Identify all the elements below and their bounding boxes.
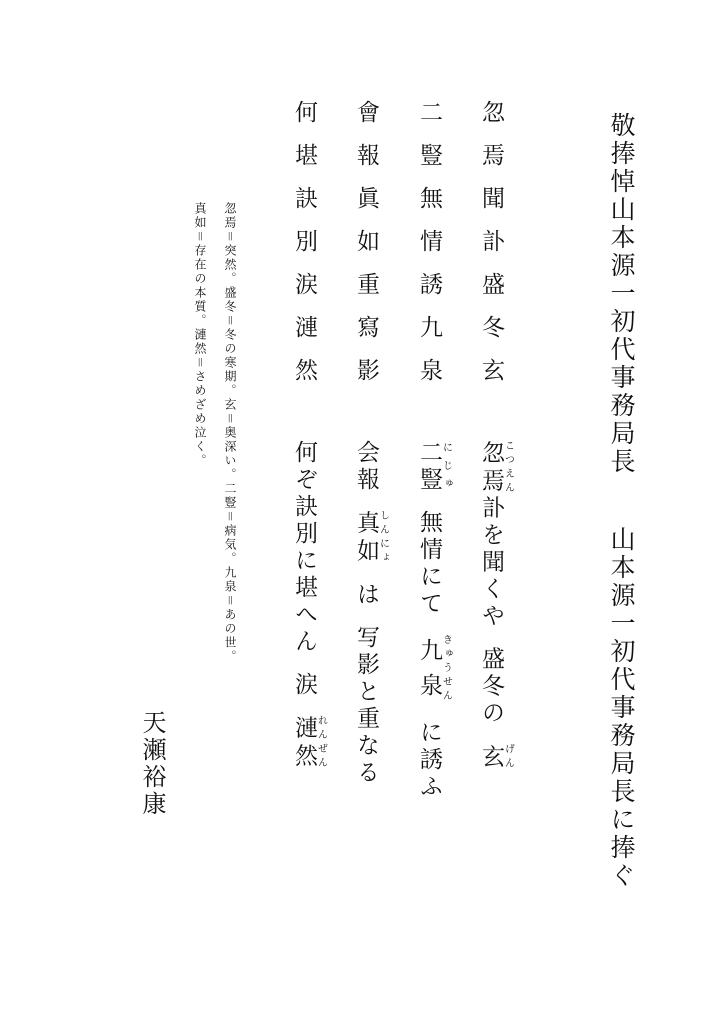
kundoku-text: 盛冬の xyxy=(478,646,504,728)
kundoku-text: 写影と重なる xyxy=(353,625,379,787)
spacer xyxy=(304,656,305,672)
ruby-base: 漣然 xyxy=(291,715,317,771)
ruby-reading: しんにょ xyxy=(377,510,389,566)
ruby-word xyxy=(478,743,514,772)
kundoku-text: 会報 xyxy=(353,440,379,494)
poem-kundoku-line-4 xyxy=(289,440,326,771)
kundoku-text: 訃を聞くや xyxy=(478,495,504,631)
poem-original-line-3: 會報眞如重寫影 xyxy=(353,100,379,401)
ruby-word xyxy=(416,634,452,704)
ruby-base: 真如 xyxy=(353,510,379,566)
spacer xyxy=(491,631,492,647)
ruby-reading: げん xyxy=(502,743,514,772)
kundoku-text: は xyxy=(353,582,379,609)
spacer xyxy=(491,728,492,744)
spacer xyxy=(366,566,367,582)
ruby-word xyxy=(416,440,452,494)
poem-kundoku-line-2 xyxy=(414,440,451,801)
spacer xyxy=(304,699,305,715)
annotation-line-2: 真如＝存在の本質。漣然＝さめざめ泣く。 xyxy=(193,202,207,468)
poem-kundoku-line-3 xyxy=(351,440,388,787)
poem-kundoku-line-1 xyxy=(476,440,513,772)
spacer xyxy=(429,494,430,510)
poem-original-line-1: 忽焉聞訃盛冬玄 xyxy=(478,100,504,401)
poem-original-line-4: 何堪訣別涙漣然 xyxy=(291,100,317,401)
spacer xyxy=(366,609,367,625)
kundoku-text: 何ぞ訣別に堪へん xyxy=(291,440,317,656)
kundoku-text: に誘ふ xyxy=(416,720,442,801)
spacer xyxy=(366,494,367,510)
ruby-base: 玄 xyxy=(478,743,504,772)
ruby-reading: にじゅ xyxy=(440,440,452,494)
annotation-line-1: 忽焉＝突然。盛冬＝冬の寒期。玄＝奥深い。二豎＝病気。九泉＝あの世。 xyxy=(223,202,237,664)
ruby-base: 二豎 xyxy=(416,440,442,494)
kundoku-text: 涙 xyxy=(291,672,317,699)
spacer xyxy=(429,618,430,634)
poem-original-line-2: 二豎無情誘九泉 xyxy=(416,100,442,401)
ruby-word xyxy=(478,440,514,496)
ruby-base: 忽焉 xyxy=(478,440,504,496)
ruby-reading: れんぜん xyxy=(315,715,327,771)
ruby-reading: きゅうせん xyxy=(440,634,452,704)
author-name: 天瀬裕康 xyxy=(138,710,166,818)
spacer xyxy=(429,704,430,720)
ruby-word xyxy=(353,510,389,566)
dedication-title xyxy=(604,112,638,890)
kundoku-text: 無情にて xyxy=(416,510,442,618)
ruby-reading: こつえん xyxy=(502,440,514,496)
ruby-base: 九泉 xyxy=(416,634,442,704)
title-main: 敬捧悼山本源一初代事務局長 xyxy=(607,112,636,476)
title-sub: 山本源一初代事務局長に捧ぐ xyxy=(607,526,636,890)
ruby-word xyxy=(291,715,327,771)
